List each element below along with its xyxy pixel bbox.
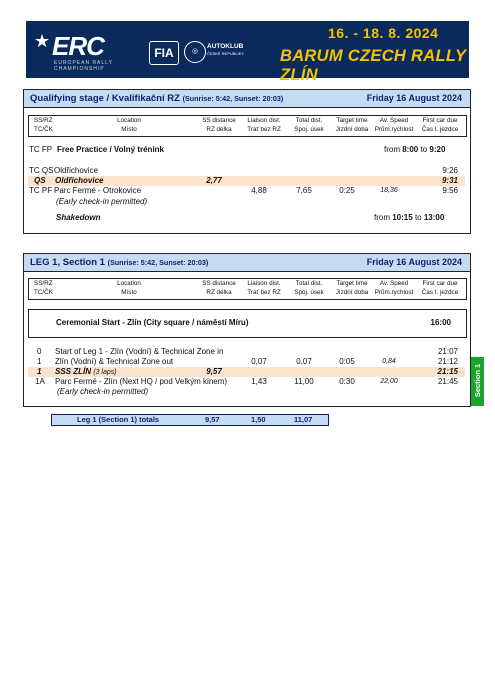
- row-location: Oldřichovice: [54, 166, 99, 175]
- fp-label: Free Practice / Volný trénink: [57, 145, 165, 154]
- row-location: Zlín (Vodní) & Technical Zone out: [55, 357, 174, 366]
- row-speed: 0,84: [382, 358, 396, 365]
- section-header: [24, 254, 470, 272]
- row-location: Oldřichovice: [55, 176, 104, 185]
- col-liaison: Liaison dist. Trať bez RZ: [247, 280, 281, 296]
- col-first-car: First car due Čas I. jezdce: [421, 117, 459, 133]
- col-ss-distance: SS distance RZ délka: [202, 117, 236, 133]
- totals-liaison: 1,50: [251, 415, 266, 424]
- ceremonial-start-box: [28, 309, 467, 338]
- row-liaison: 0,07: [251, 357, 267, 366]
- autoklub-emblem-icon: ◎: [184, 41, 206, 63]
- row-total: 0,07: [296, 357, 312, 366]
- col-speed: Av. Speed Prům.rychlost: [374, 117, 414, 133]
- col-ss: SS/RZ TC/ČK: [34, 117, 53, 133]
- row-time: 21:15: [437, 367, 458, 376]
- row-total: 11,00: [294, 377, 314, 386]
- row-code: 1: [37, 367, 42, 376]
- ceremony-label: Ceremonial Start - Zlín (City square / náměstí Míru): [56, 318, 249, 327]
- section-date: Friday 16 August 2024: [366, 93, 462, 103]
- section-title-text: Qualifying stage / Kvalifikační RZ: [30, 93, 180, 104]
- col-location: Location Místo: [117, 117, 141, 133]
- shakedown-times: from 10:15 to 13:00: [374, 213, 445, 222]
- row-location: SSS ZLÍN (3 laps): [55, 367, 117, 376]
- row-speed: 18,36: [380, 187, 398, 194]
- row-time: 9:26: [442, 166, 458, 175]
- rally-name: BARUM CZECH RALLY ZLÍN: [280, 47, 466, 84]
- erc-logo-text: ERC: [52, 31, 104, 61]
- leg-totals-bar: [51, 414, 329, 426]
- row-code: TC QS: [29, 166, 54, 175]
- col-first-car: First car due Čas I. jezdce: [421, 280, 459, 296]
- col-ss-distance: SS distance RZ délka: [202, 280, 236, 296]
- ceremony-time: 16:00: [430, 318, 451, 327]
- row-liaison: 1,43: [251, 377, 267, 386]
- section-side-tab: [471, 357, 484, 406]
- row-code: 1A: [35, 377, 45, 386]
- section-title-text: LEG 1, Section 1: [30, 257, 105, 268]
- col-speed: Av. Speed Prům.rychlost: [374, 280, 414, 296]
- row-time: 21:07: [437, 347, 458, 356]
- star-icon: ★: [34, 31, 51, 51]
- row-target: 0:30: [339, 377, 355, 386]
- row-note: (Early check-in permitted): [56, 197, 148, 206]
- autoklub-subname: ČESKÉ REPUBLIKY: [207, 51, 245, 56]
- col-total: Total dist. Spoj. úsek: [294, 280, 324, 296]
- fp-code: TC FP: [29, 145, 53, 154]
- row-liaison: 4,88: [251, 186, 267, 195]
- row-code: QS: [34, 176, 46, 185]
- erc-logo-subtitle: EUROPEAN RALLY CHAMPIONSHIP: [54, 60, 113, 72]
- row-ss-distance: 2,77: [206, 176, 222, 185]
- autoklub-logo: [207, 43, 244, 57]
- row-code: 1: [37, 357, 42, 366]
- col-target: Target time Jízdní doba: [335, 117, 369, 133]
- totals-label: Leg 1 (Section 1) totals: [77, 415, 160, 424]
- shakedown-label: Shakedown: [56, 213, 101, 222]
- section-title: [30, 257, 208, 268]
- row-location: Start of Leg 1 - Zlín (Vodní) & Technical Zone in: [55, 347, 224, 356]
- row-time: 21:45: [437, 377, 458, 386]
- col-target: Target time Jízdní doba: [335, 280, 369, 296]
- row-time: 9:56: [442, 186, 458, 195]
- sun-times: (Sunrise: 5:42, Sunset: 20:03): [107, 258, 209, 267]
- autoklub-name: AUTOKLUB: [207, 43, 244, 50]
- row-location: Parc Fermé - Zlín (Next HQ / pod Velkým kinem): [55, 377, 228, 386]
- event-dates: 16. - 18. 8. 2024: [328, 25, 439, 41]
- qualifying-section: [23, 89, 471, 234]
- col-location: Location Místo: [117, 280, 141, 296]
- totals-ss: 9,57: [205, 415, 220, 424]
- col-liaison: Liaison dist. Trať bez RZ: [247, 117, 281, 133]
- row-location: Parc Fermé - Otrokovice: [54, 186, 142, 195]
- row-target: 0:25: [339, 186, 355, 195]
- row-code: 0: [37, 347, 42, 356]
- side-tab-label: Section 1: [473, 363, 482, 398]
- col-total: Total dist. Spoj. úsek: [294, 117, 324, 133]
- column-header: [28, 278, 467, 300]
- row-ss-distance: 9,57: [206, 367, 222, 376]
- row-code: TC PF: [29, 186, 53, 195]
- row-note: (Early check-in permitted): [57, 387, 149, 396]
- row-speed: 22,00: [380, 378, 398, 385]
- leg1-section: [23, 253, 471, 407]
- row-time: 21:12: [437, 357, 458, 366]
- section-date: Friday 16 August 2024: [366, 257, 462, 267]
- section-header: [24, 90, 470, 108]
- section-title: [30, 93, 283, 104]
- row-target: 0:05: [339, 357, 355, 366]
- column-header: [28, 115, 467, 137]
- erc-logo: [34, 27, 136, 71]
- totals-total: 11,07: [294, 415, 313, 424]
- row-time: 9:31: [441, 176, 458, 185]
- sun-times: (Sunrise: 5:42, Sunset: 20:03): [182, 94, 284, 103]
- col-ss: SS/RZ TC/ČK: [34, 280, 53, 296]
- row-total: 7,65: [296, 186, 312, 195]
- fia-logo: FIA: [149, 41, 179, 65]
- fp-times: from 8:00 to 9:20: [384, 145, 446, 154]
- event-banner: [26, 21, 469, 84]
